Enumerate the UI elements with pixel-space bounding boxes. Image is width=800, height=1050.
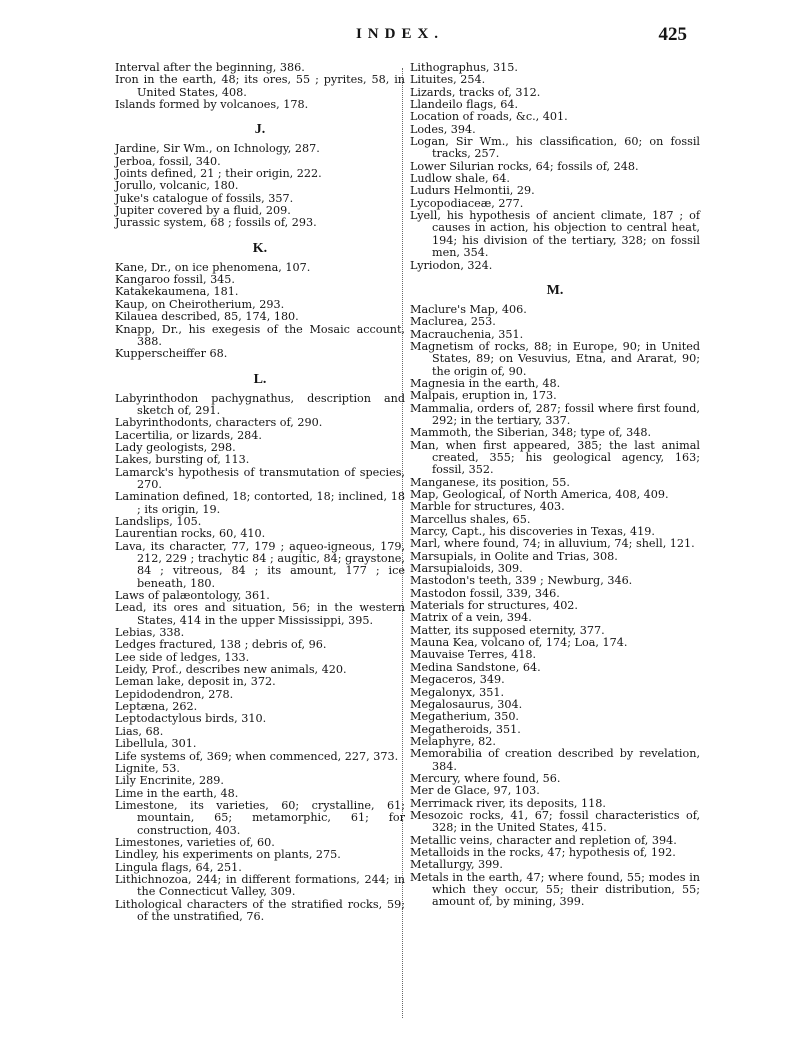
index-entry: Malpais, eruption in, 173. <box>410 389 557 403</box>
index-entry: Lithological characters of the stratified rocks, 59; of the unstratified, 76. <box>115 897 405 923</box>
index-entry: Metals in the earth, 47; where found, 55; modes in which they occur, 55; their distribution, 55; amount of, by mining, 399. <box>410 870 700 909</box>
section-letter-j: J. <box>254 122 266 138</box>
index-entry: Matrix of a vein, 394. <box>410 611 532 625</box>
index-entry: Jupiter covered by a fluid, 209. <box>115 204 291 218</box>
section-letter-l: L. <box>253 371 267 387</box>
entry-list-m <box>410 304 700 909</box>
index-entry: Mauna Kea, volcano of, 174; Loa, 174. <box>410 636 628 650</box>
section-letter-k: K. <box>252 240 268 256</box>
index-entry: Islands formed by volcanoes, 178. <box>115 98 309 112</box>
index-entry: Mesozoic rocks, 41, 67; fossil characteristics of, 328; in the United States, 415. <box>410 808 700 835</box>
index-column-right <box>410 62 700 909</box>
index-entry: Merrimack river, its deposits, 118. <box>410 796 606 810</box>
index-entry: Metalloids in the rocks, 47; hypothesis of, 192. <box>410 845 676 859</box>
index-entry: Lamarck's hypothesis of transmutation of species, 270. <box>115 465 405 491</box>
index-entry: Ludlow shale, 64. <box>410 172 510 186</box>
index-entry: Lamination defined, 18; contorted, 18; inclined, 18 ; its origin, 19. <box>115 490 405 516</box>
entry-list-l <box>115 393 405 924</box>
index-entry: Lingula flags, 64, 251. <box>115 860 242 874</box>
index-entry: Lee side of ledges, 133. <box>115 650 250 664</box>
index-entry: Lycopodiaceæ, 277. <box>410 196 524 210</box>
index-entry: Laws of palæontology, 361. <box>115 589 270 603</box>
index-entry: Maclurea, 253. <box>410 315 496 329</box>
entry-list-j <box>115 143 405 229</box>
index-entry: Lead, its ores and situation, 56; in the western States, 414 in the upper Mississippi, 395. <box>115 601 405 627</box>
running-title: INDEX. <box>355 26 445 42</box>
index-entry: Melaphyre, 82. <box>410 734 496 748</box>
index-entry: Map, Geological, of North America, 408, 409. <box>410 488 669 501</box>
index-entry: Lily Encrinite, 289. <box>115 774 224 788</box>
index-entry: Maclure's Map, 406. <box>410 302 527 316</box>
index-entry: Lignite, 53. <box>115 761 180 775</box>
index-entry: Mer de Glace, 97, 103. <box>410 784 540 798</box>
index-entry: Marl, where found, 74; in alluvium, 74; shell, 121. <box>410 537 695 551</box>
index-entry: Leptodactylous birds, 310. <box>115 712 267 726</box>
index-entry: Megaceros, 349. <box>410 673 505 687</box>
index-entry: Logan, Sir Wm., his classification, 60; on fossil tracks, 257. <box>410 135 700 161</box>
index-entry: Lithographus, 315. <box>410 61 518 74</box>
index-entry: Jerboa, fossil, 340. <box>115 154 221 168</box>
index-entry: Jorullo, volcanic, 180. <box>115 179 239 193</box>
index-entry: Memorabilia of creation described by revelation, 384. <box>410 747 700 773</box>
index-entry: Leptæna, 262. <box>115 700 198 714</box>
index-entry: Jardine, Sir Wm., on Ichnology, 287. <box>115 142 320 156</box>
index-entry: Labyrinthodonts, characters of, 290. <box>115 416 323 430</box>
index-entry: Marsupialoids, 309. <box>410 562 523 576</box>
index-entry: Llandeilo flags, 64. <box>410 98 519 112</box>
index-entry: Kangaroo fossil, 345. <box>115 273 235 287</box>
index-entry: Lepidodendron, 278. <box>115 687 234 701</box>
index-entry: Joints defined, 21 ; their origin, 222. <box>115 167 322 181</box>
index-entry: Labyrinthodon pachygnathus, description and sketch of, 291. <box>115 391 405 417</box>
section-letter-m: M. <box>546 282 564 298</box>
index-entry: Materials for structures, 402. <box>410 599 578 613</box>
index-entry: Kupperscheiffer 68. <box>115 347 228 361</box>
index-entry: Megatherium, 350. <box>410 710 519 724</box>
index-entry: Kaup, on Cheirotherium, 293. <box>115 297 285 311</box>
index-entry: Megalosaurus, 304. <box>410 697 523 711</box>
index-entry: Lindley, his experiments on plants, 275. <box>115 848 341 862</box>
index-entry: Lebias, 338. <box>115 626 185 640</box>
index-entry: Mastodon's teeth, 339 ; Newburg, 346. <box>410 574 633 588</box>
index-entry: Marsupials, in Oolite and Trias, 308. <box>410 549 618 563</box>
index-entry: Jurassic system, 68 ; fossils of, 293. <box>115 216 317 230</box>
index-entry: Lyell, his hypothesis of ancient climate, 187 ; of causes in action, his objection to central heat, 194; his division of the tertiary, 328; on fossil men, 354. <box>410 209 700 260</box>
index-entry: Iron in the earth, 48; its ores, 55 ; pyrites, 58, in United States, 408. <box>115 73 405 99</box>
page-number: 425 <box>658 24 687 45</box>
index-entry: Lady geologists, 298. <box>115 440 236 454</box>
index-entry: Lacertilia, or lizards, 284. <box>115 428 262 442</box>
index-entry: Limestone, its varieties, 60; crystalline, 61; mountain, 65; metamorphic, 61; for construction, 403. <box>115 798 405 837</box>
index-entry: Lias, 68. <box>115 724 164 738</box>
index-entry: Ludurs Helmontii, 29. <box>410 184 535 198</box>
index-entry: Lyriodon, 324. <box>410 258 493 272</box>
index-entry: Megatheroids, 351. <box>410 722 521 736</box>
index-entry: Marcy, Capt., his discoveries in Texas, 419. <box>410 525 655 539</box>
index-entry: Mammoth, the Siberian, 348; type of, 348. <box>410 426 652 440</box>
index-entry: Metallic veins, character and repletion of, 394. <box>410 833 677 847</box>
index-entry: Lava, its character, 77, 179 ; aqueo-igneous, 179, 212, 229 ; trachytic 84 ; augitic, 84; graystone, 84 ; vitreous, 84 ; its amount, 177 ; ice beneath, 180. <box>115 539 405 590</box>
page-header <box>0 22 800 50</box>
index-entry: Lituites, 254. <box>410 73 486 87</box>
index-entry: Location of roads, &c., 401. <box>410 110 568 124</box>
index-entry: Lakes, bursting of, 113. <box>115 453 250 467</box>
entry-list-l-continued <box>410 62 700 272</box>
index-entry: Lodes, 394. <box>410 122 476 136</box>
index-entry: Lizards, tracks of, 312. <box>410 85 541 99</box>
index-entry: Lithichnozoa, 244; in different formations, 244; in the Connecticut Valley, 309. <box>115 872 405 899</box>
index-column-left <box>115 62 405 923</box>
index-entry: Man, when first appeared, 385; the last animal created, 355; his geological agency, 163; fossil, 352. <box>410 438 700 477</box>
entry-list-i <box>115 62 405 111</box>
index-entry: Lower Silurian rocks, 64; fossils of, 248. <box>410 159 639 173</box>
index-entry: Kilauea described, 85, 174, 180. <box>115 310 299 324</box>
entry-list-k <box>115 262 405 361</box>
index-entry: Marcellus shales, 65. <box>410 512 531 526</box>
index-entry: Leman lake, deposit in, 372. <box>115 675 276 689</box>
index-entry: Matter, its supposed eternity, 377. <box>410 623 605 637</box>
index-entry: Landslips, 105. <box>115 514 202 528</box>
index-entry: Lime in the earth, 48. <box>115 786 239 800</box>
index-entry: Katakekaumena, 181. <box>115 285 239 299</box>
index-entry: Megalonyx, 351. <box>410 685 505 699</box>
index-entry: Libellula, 301. <box>115 737 197 751</box>
index-entry: Marble for structures, 403. <box>410 500 565 514</box>
index-entry: Laurentian rocks, 60, 410. <box>115 527 266 541</box>
index-entry: Interval after the beginning, 386. <box>115 61 305 74</box>
index-entry: Magnetism of rocks, 88; in Europe, 90; in United States, 89; on Vesuvius, Etna, and Ararat, 90; the origin of, 90. <box>410 339 700 378</box>
index-entry: Mauvaise Terres, 418. <box>410 648 537 662</box>
index-entry: Mercury, where found, 56. <box>410 771 561 785</box>
index-entry: Manganese, its position, 55. <box>410 475 570 489</box>
index-entry: Medina Sandstone, 64. <box>410 660 541 674</box>
index-entry: Leidy, Prof., describes new animals, 420. <box>115 663 347 677</box>
index-entry: Mammalia, orders of, 287; fossil where first found, 292; in the tertiary, 337. <box>410 401 700 427</box>
index-entry: Kane, Dr., on ice phenomena, 107. <box>115 260 311 274</box>
index-entry: Metallurgy, 399. <box>410 858 503 872</box>
index-entry: Knapp, Dr., his exegesis of the Mosaic account, 388. <box>115 322 405 348</box>
index-entry: Macrauchenia, 351. <box>410 327 524 341</box>
index-entry: Mastodon fossil, 339, 346. <box>410 586 560 600</box>
index-entry: Ledges fractured, 138 ; debris of, 96. <box>115 638 327 652</box>
index-entry: Juke's catalogue of fossils, 357. <box>115 191 294 205</box>
index-entry: Limestones, varieties of, 60. <box>115 835 275 849</box>
index-entry: Life systems of, 369; when commenced, 227, 373. <box>115 749 399 763</box>
index-entry: Magnesia in the earth, 48. <box>410 376 561 390</box>
